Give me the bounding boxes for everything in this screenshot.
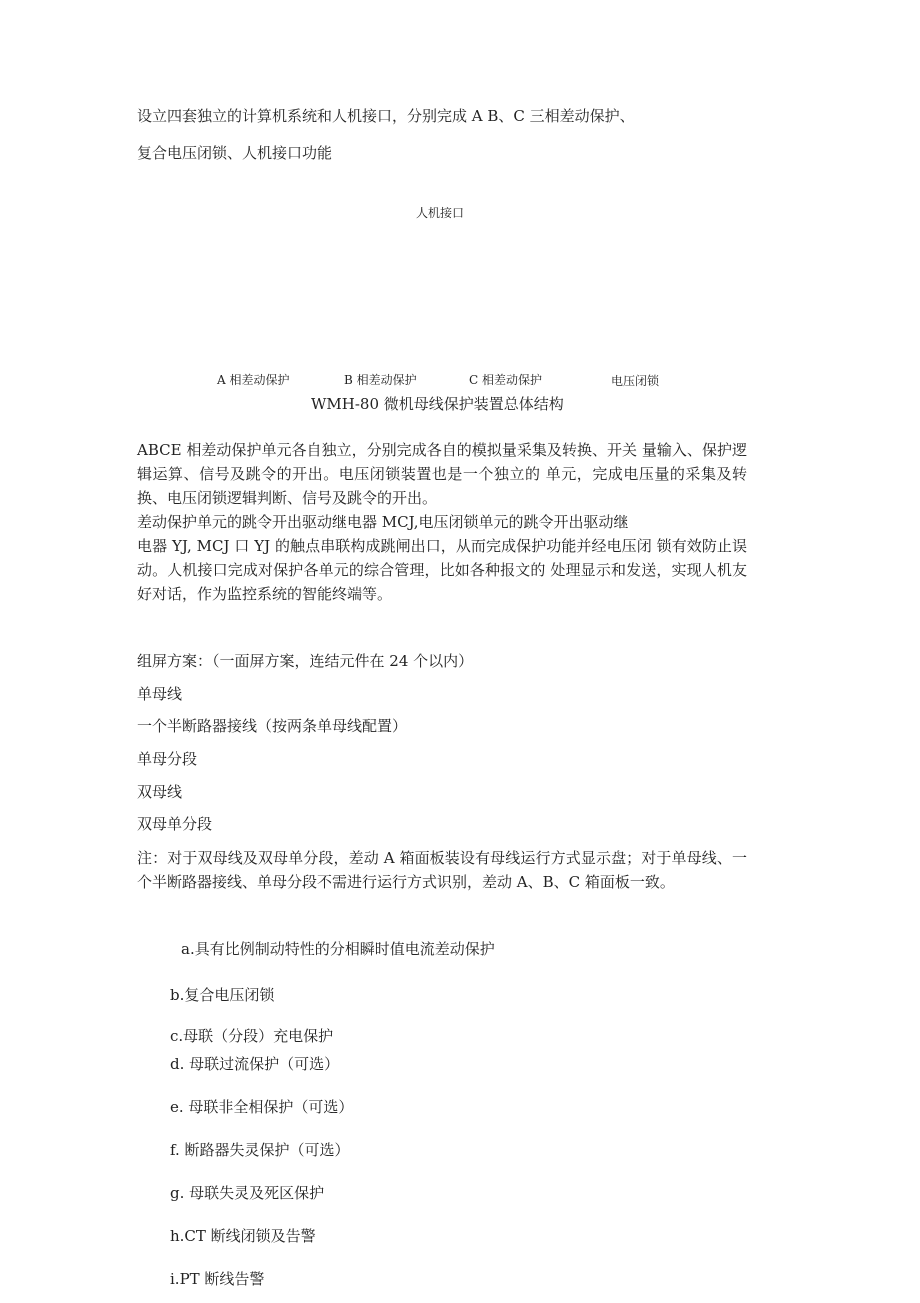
feature-item: c.母联（分段）充电保护: [170, 1027, 334, 1045]
intro-line-2: 复合电压闭锁、人机接口功能: [137, 144, 333, 162]
screen-scheme-item: 一个半断路器接线（按两条单母线配置）: [137, 717, 408, 735]
description-paragraph-2: 差动保护单元的跳令开出驱动继电器 MCJ,电压闭锁单元的跳令开出驱动继: [137, 513, 629, 531]
diagram-top-box-label: 人机接口: [416, 206, 465, 220]
screen-scheme-note: 注：对于双母线及双母单分段，差动 A 箱面板装设有母线运行方式显示盘；对于单母线、一个半断路器接线、单母分段不需进行运行方式识别，差动 A、B、C 箱面板一致。: [137, 849, 747, 891]
description-paragraph-3: 电器 YJ, MCJ 口 YJ 的触点串联构成跳闸出口，从而完成保护功能并经电压闭 锁有效防止误动。人机接口完成对保护各单元的综合管理，比如各种报文的 处理显示和发送，实现人机友好对话，作为监控系统的智能终端等。: [137, 537, 747, 603]
feature-item: d. 母联过流保护（可选）: [170, 1055, 340, 1073]
feature-item: i.PT 断线告警: [170, 1270, 265, 1288]
diagram-module-a: A 相差动保护: [217, 373, 290, 387]
feature-item: g. 母联失灵及死区保护: [170, 1184, 325, 1202]
feature-item: f. 断路器失灵保护（可选）: [170, 1141, 350, 1159]
intro-line-1: 设立四套独立的计算机系统和人机接口，分别完成 A B、C 三相差动保护、: [137, 107, 635, 125]
description-paragraph-1: ABCE 相差动保护单元各自独立，分别完成各自的模拟量采集及转换、开关 量输入、保护逻辑运算、信号及跳令的开出。电压闭锁装置也是一个独立的 单元，完成电压量的采集及转换、电压闭锁逻辑判断、信号及跳令的开出。: [137, 441, 747, 507]
screen-scheme-item: 单母分段: [137, 750, 198, 768]
screen-scheme-title: 组屏方案：（一面屏方案，连结元件在 24 个以内）: [137, 652, 474, 670]
screen-scheme-item: 双母单分段: [137, 815, 213, 833]
diagram-module-c: C 相差动保护: [469, 373, 542, 387]
feature-item: a.具有比例制动特性的分相瞬时值电流差动保护: [181, 940, 495, 958]
feature-item: h.CT 断线闭锁及告警: [170, 1227, 316, 1245]
feature-item: b.复合电压闭锁: [170, 986, 275, 1004]
screen-scheme-item: 双母线: [137, 783, 183, 801]
description-block: [137, 438, 747, 606]
feature-item: e. 母联非全相保护（可选）: [170, 1098, 354, 1116]
diagram-module-voltage: 电压闭锁: [611, 374, 660, 388]
diagram-caption: WMH-80 微机母线保护装置总体结构: [311, 395, 564, 413]
screen-scheme-item: 单母线: [137, 685, 183, 703]
diagram-module-b: B 相差动保护: [344, 373, 417, 387]
